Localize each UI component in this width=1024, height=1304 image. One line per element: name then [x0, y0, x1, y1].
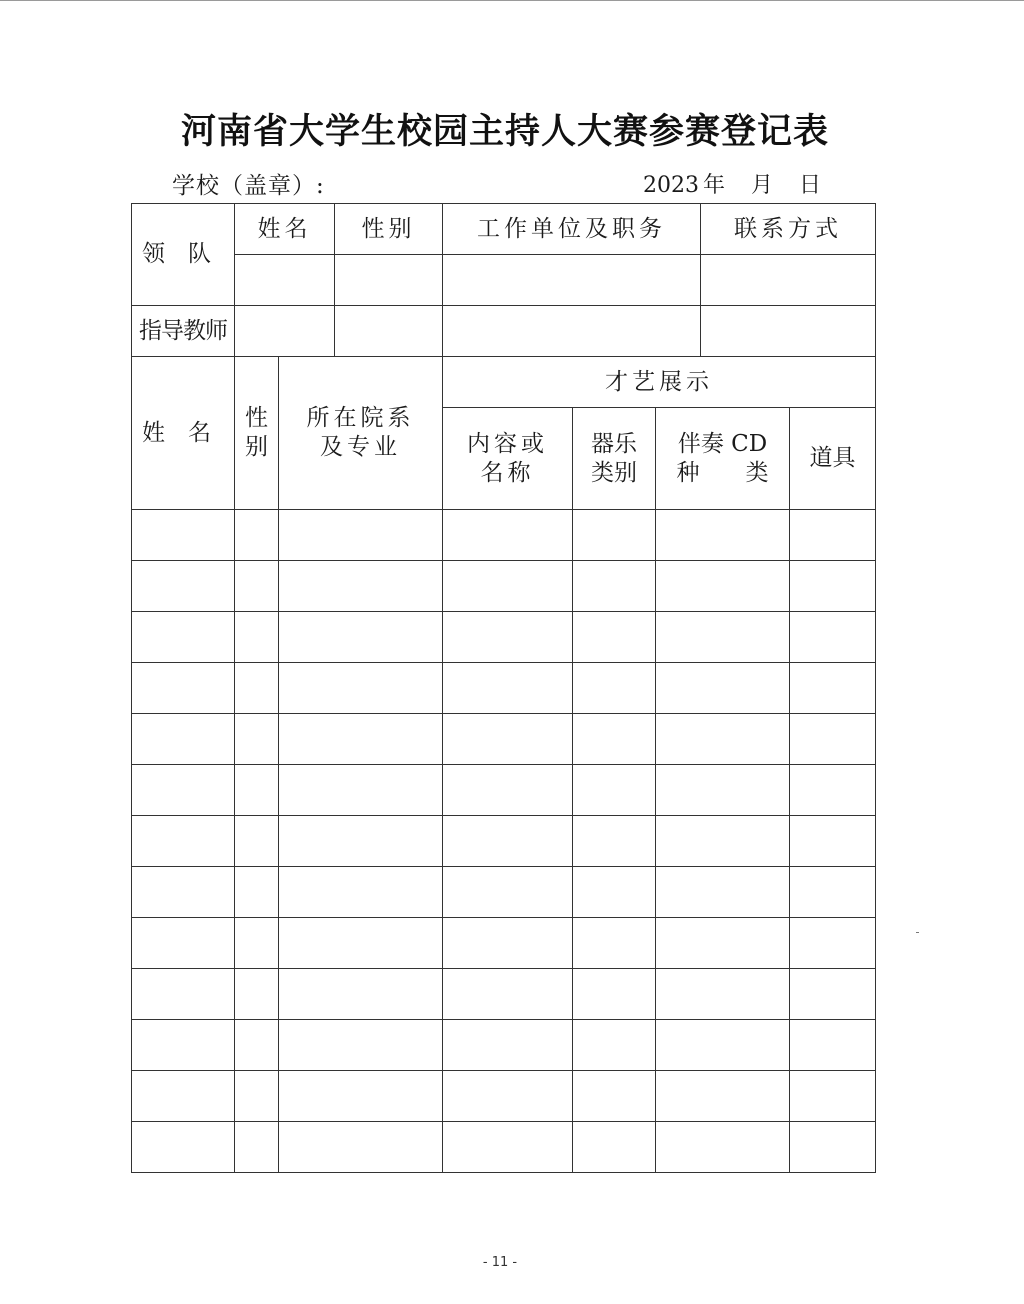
- participant-name-cell[interactable]: [132, 816, 235, 867]
- work-unit-header: 工作单位及职务: [443, 204, 701, 255]
- participant-row: [132, 816, 876, 867]
- instrument-type-cell[interactable]: [573, 561, 656, 612]
- props-cell[interactable]: [790, 561, 876, 612]
- instrument-type-cell[interactable]: [573, 765, 656, 816]
- accompaniment-cd-cell[interactable]: [656, 714, 790, 765]
- participant-name-cell[interactable]: [132, 765, 235, 816]
- accompaniment-cd-cell[interactable]: [656, 816, 790, 867]
- participant-department-cell[interactable]: [279, 561, 443, 612]
- props-cell[interactable]: [790, 714, 876, 765]
- props-cell[interactable]: [790, 663, 876, 714]
- department-header-line1: 所在院系: [306, 405, 415, 432]
- participant-gender-cell[interactable]: [235, 510, 279, 561]
- accompaniment-cd-cell[interactable]: [656, 663, 790, 714]
- teacher-contact-field[interactable]: [701, 306, 876, 357]
- participant-department-cell[interactable]: [279, 1122, 443, 1173]
- accompaniment-cd-cell[interactable]: [656, 612, 790, 663]
- participant-name-cell[interactable]: [132, 663, 235, 714]
- date-month-unit: 月: [751, 173, 774, 198]
- talent-content-cell[interactable]: [443, 816, 573, 867]
- participant-row: [132, 1071, 876, 1122]
- gender-header-line2: 别: [245, 434, 268, 460]
- props-cell[interactable]: [790, 918, 876, 969]
- teacher-name-field[interactable]: [235, 306, 335, 357]
- teacher-work-unit-field[interactable]: [443, 306, 701, 357]
- talent-content-cell[interactable]: [443, 663, 573, 714]
- participant-name-cell[interactable]: [132, 714, 235, 765]
- participant-row: [132, 765, 876, 816]
- participant-department-cell[interactable]: [279, 663, 443, 714]
- participant-department-cell[interactable]: [279, 510, 443, 561]
- leader-name-field[interactable]: [235, 255, 335, 306]
- participant-name-cell[interactable]: [132, 1122, 235, 1173]
- participant-department-cell[interactable]: [279, 816, 443, 867]
- participant-department-cell[interactable]: [279, 714, 443, 765]
- participant-row: [132, 918, 876, 969]
- participant-gender-cell[interactable]: [235, 867, 279, 918]
- leader-work-unit-field[interactable]: [443, 255, 701, 306]
- accompaniment-cd-cell[interactable]: [656, 561, 790, 612]
- leader-label: 领 队: [132, 204, 235, 306]
- instrument-type-cell[interactable]: [573, 867, 656, 918]
- participant-row: [132, 867, 876, 918]
- accompaniment-cd-cell[interactable]: [656, 765, 790, 816]
- teacher-label: 指导教师: [132, 306, 235, 357]
- gender-header-line1: 性: [245, 405, 268, 432]
- accompaniment-cd-cell[interactable]: [656, 969, 790, 1020]
- page-title: 河南省大学生校园主持人大赛参赛登记表: [180, 111, 829, 152]
- cd-header-line1: 伴奏 CD: [677, 430, 768, 457]
- props-cell[interactable]: [790, 969, 876, 1020]
- talent-content-cell[interactable]: [443, 1020, 573, 1071]
- participant-row: [132, 612, 876, 663]
- talent-content-cell[interactable]: [443, 714, 573, 765]
- school-seal-label: 学校（盖章）:: [172, 173, 325, 199]
- talent-header: 才艺展示: [443, 357, 876, 408]
- props-cell[interactable]: [790, 1071, 876, 1122]
- instrument-type-cell[interactable]: [573, 816, 656, 867]
- participant-name-cell[interactable]: [132, 867, 235, 918]
- participant-row: [132, 663, 876, 714]
- props-cell[interactable]: [790, 816, 876, 867]
- content-header-line2: 名称: [480, 459, 535, 486]
- participant-department-cell[interactable]: [279, 612, 443, 663]
- contact-header: 联系方式: [701, 204, 876, 255]
- date-year: 2023: [643, 173, 699, 198]
- talent-content-cell[interactable]: [443, 918, 573, 969]
- participant-gender-cell[interactable]: [235, 561, 279, 612]
- participant-row: [132, 510, 876, 561]
- date-day-unit: 日: [799, 173, 822, 198]
- participant-name-cell[interactable]: [132, 918, 235, 969]
- talent-content-cell[interactable]: [443, 765, 573, 816]
- participant-gender-cell[interactable]: [235, 816, 279, 867]
- participant-row: [132, 714, 876, 765]
- props-header: 道具: [790, 408, 876, 510]
- participant-department-cell[interactable]: [279, 969, 443, 1020]
- department-header-line2: 及专业: [320, 434, 401, 460]
- page-top-edge: [0, 0, 1024, 1]
- participant-name-cell[interactable]: [132, 969, 235, 1020]
- instrument-type-cell[interactable]: [573, 714, 656, 765]
- page-number: - 11 -: [482, 1255, 518, 1270]
- participant-gender-cell[interactable]: [235, 714, 279, 765]
- props-cell[interactable]: [790, 510, 876, 561]
- participant-gender-cell[interactable]: [235, 969, 279, 1020]
- props-cell[interactable]: [790, 765, 876, 816]
- talent-content-cell[interactable]: [443, 561, 573, 612]
- participant-department-cell[interactable]: [279, 765, 443, 816]
- props-cell[interactable]: [790, 1020, 876, 1071]
- instrument-type-cell[interactable]: [573, 612, 656, 663]
- accompaniment-cd-header: [656, 408, 790, 510]
- accompaniment-cd-cell[interactable]: [656, 867, 790, 918]
- participant-gender-cell[interactable]: [235, 918, 279, 969]
- talent-content-cell[interactable]: [443, 969, 573, 1020]
- talent-content-cell[interactable]: [443, 1122, 573, 1173]
- talent-content-cell[interactable]: [443, 612, 573, 663]
- participant-department-cell[interactable]: [279, 918, 443, 969]
- talent-content-cell[interactable]: [443, 867, 573, 918]
- instrument-type-cell[interactable]: [573, 969, 656, 1020]
- date-line: [643, 168, 821, 199]
- instrument-type-cell[interactable]: [573, 1122, 656, 1173]
- instrument-type-cell[interactable]: [573, 1020, 656, 1071]
- participant-department-cell[interactable]: [279, 1071, 443, 1122]
- participant-gender-cell[interactable]: [235, 663, 279, 714]
- participant-department-cell[interactable]: [279, 867, 443, 918]
- participant-name-cell[interactable]: [132, 1071, 235, 1122]
- participant-gender-cell[interactable]: [235, 765, 279, 816]
- participant-gender-cell[interactable]: [235, 612, 279, 663]
- department-header: [279, 357, 443, 510]
- gender-header: 性别: [335, 204, 443, 255]
- participant-row: [132, 1020, 876, 1071]
- accompaniment-cd-cell[interactable]: [656, 1020, 790, 1071]
- accompaniment-cd-cell[interactable]: [656, 1071, 790, 1122]
- props-cell[interactable]: [790, 1122, 876, 1173]
- participant-gender-cell[interactable]: [235, 1020, 279, 1071]
- participant-name-cell[interactable]: [132, 612, 235, 663]
- registration-table: [131, 203, 876, 1173]
- participant-gender-cell[interactable]: [235, 1071, 279, 1122]
- accompaniment-cd-cell[interactable]: [656, 918, 790, 969]
- talent-content-cell[interactable]: [443, 510, 573, 561]
- participant-row: [132, 969, 876, 1020]
- instrument-type-cell[interactable]: [573, 510, 656, 561]
- participant-gender-header: [235, 357, 279, 510]
- talent-content-cell[interactable]: [443, 1071, 573, 1122]
- accompaniment-cd-cell[interactable]: [656, 510, 790, 561]
- name-header: 姓名: [235, 204, 335, 255]
- instrument-header-line2: 类别: [591, 459, 637, 486]
- participant-department-cell[interactable]: [279, 1020, 443, 1071]
- date-year-unit: 年: [703, 173, 726, 198]
- leader-contact-field[interactable]: [701, 255, 876, 306]
- participant-name-header: 姓 名: [132, 357, 235, 510]
- instrument-header-line1: 器乐: [591, 430, 637, 457]
- instrument-type-cell[interactable]: [573, 1071, 656, 1122]
- participant-name-cell[interactable]: [132, 510, 235, 561]
- props-cell[interactable]: [790, 612, 876, 663]
- content-header: [443, 408, 573, 510]
- instrument-type-cell[interactable]: [573, 918, 656, 969]
- cd-header-line2: 种 类: [676, 459, 769, 486]
- teacher-gender-field[interactable]: [335, 306, 443, 357]
- participant-gender-cell[interactable]: [235, 1122, 279, 1173]
- instrument-header: [573, 408, 656, 510]
- participant-name-cell[interactable]: [132, 561, 235, 612]
- scan-speck: [916, 932, 919, 933]
- leader-gender-field[interactable]: [335, 255, 443, 306]
- participant-row: [132, 561, 876, 612]
- accompaniment-cd-cell[interactable]: [656, 1122, 790, 1173]
- participant-name-cell[interactable]: [132, 1020, 235, 1071]
- instrument-type-cell[interactable]: [573, 663, 656, 714]
- props-cell[interactable]: [790, 867, 876, 918]
- participant-row: [132, 1122, 876, 1173]
- content-header-line1: 内容或: [467, 430, 548, 457]
